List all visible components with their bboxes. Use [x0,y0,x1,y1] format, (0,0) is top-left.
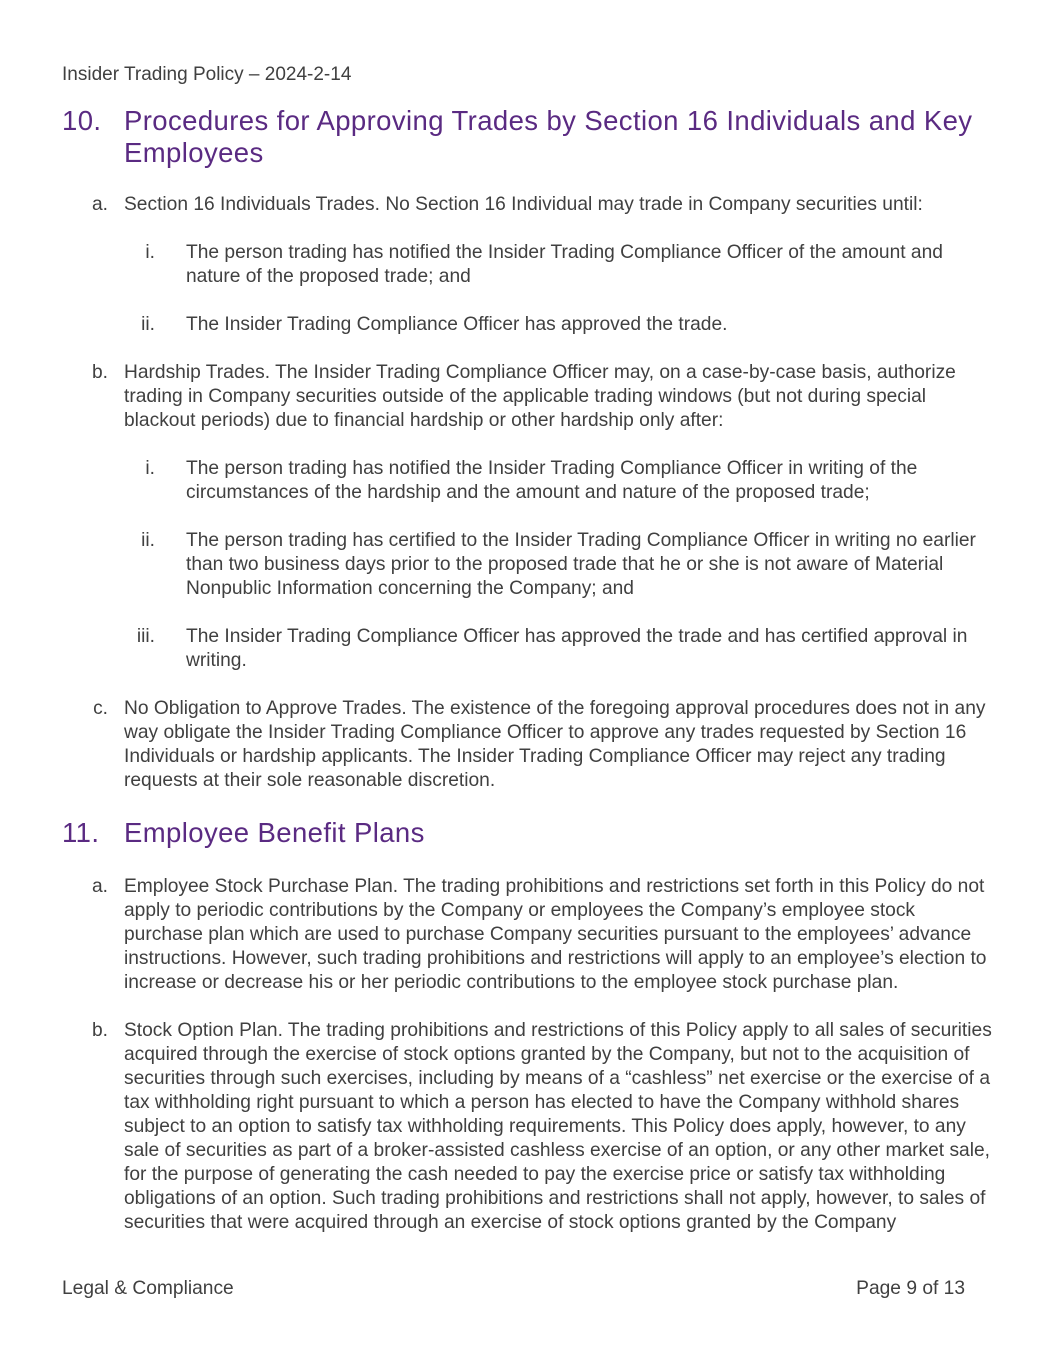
item-text: No Obligation to Approve Trades. The existence of the foregoing approval procedures does not in any way obligate the Insider Trading Compliance Officer to approve any trades requested by Section 16 Individuals or hardship applicants. The Insider Trading Compliance Officer may reject any trading requests at their sole reasonable discretion. [124,698,986,791]
section-11-item-a [62,875,997,995]
section-10-item-b [62,361,997,433]
subitem-text: The person trading has certified to the Insider Trading Compliance Officer in writing no earlier than two business days prior to the proposed trade that he or she is not aware of Material Nonpublic Information concerning the Company; and [186,530,976,599]
subitem-marker: i. [145,242,155,263]
subitem-text: The Insider Trading Compliance Officer has approved the trade. [186,314,728,335]
item-marker: b. [91,362,108,383]
page-header: Insider Trading Policy – 2024-2-14 [62,64,352,85]
subitem-text: The person trading has notified the Insider Trading Compliance Officer of the amount and nature of the proposed trade; and [186,242,943,287]
item-marker: c. [93,698,108,719]
item-text: Stock Option Plan. The trading prohibitions and restrictions of this Policy apply to all sales of securities acquired through the exercise of stock options granted by the Company, but not to the acquisition of securities through such exercises, including by means of a “cashless” net exercise or the exercise of a tax withholding right pursuant to which a person has elected to have the Company withhold shares subject to an option to satisfy tax withholding requirements. This Policy does apply, however, to any sale of securities as part of a broker-assisted cashless exercise of an option, or any other market sale, for the purpose of generating the cash needed to pay the exercise price or satisfy tax withholding obligations of an option. Such trading prohibitions and restrictions shall not apply, however, to sales of securities that were acquired through an exercise of stock options granted by the Company [124,1020,992,1233]
section-10-item-b-sub-ii [62,529,997,601]
section-10-item-b-sub-i [62,457,997,505]
section-10-item-a-sub-i [62,241,997,289]
section-11-heading [62,817,997,849]
section-10-item-a-sub-ii [62,313,997,337]
document-body [62,105,997,1235]
item-marker: a. [91,194,108,215]
subitem-marker: ii. [141,314,155,335]
section-10-heading [62,105,997,169]
item-marker: a. [91,876,108,897]
section-11-title: Employee Benefit Plans [124,817,425,848]
section-10-item-a [62,193,997,217]
section-10-number: 10. [62,105,102,136]
subitem-marker: iii. [136,626,155,647]
section-10-item-c [62,697,997,793]
footer-page-number: Page 9 of 13 [856,1278,965,1299]
section-10-title: Procedures for Approving Trades by Section 16 Individuals and Key Employees [124,105,973,168]
section-11-item-b [62,1019,997,1235]
subitem-text: The Insider Trading Compliance Officer has approved the trade and has certified approval in writing. [186,626,968,671]
subitem-text: The person trading has notified the Insider Trading Compliance Officer in writing of the circumstances of the hardship and the amount and nature of the proposed trade; [186,458,918,503]
subitem-marker: ii. [141,530,155,551]
section-11-number: 11. [62,817,100,848]
section-10-item-b-sub-iii [62,625,997,673]
item-text: Hardship Trades. The Insider Trading Compliance Officer may, on a case-by-case basis, authorize trading in Company securities outside of the applicable trading windows (but not during special blackout periods) due to financial hardship or other hardship only after: [124,362,956,431]
item-marker: b. [91,1020,108,1041]
footer-department: Legal & Compliance [62,1278,234,1299]
subitem-marker: i. [145,458,155,479]
item-text: Section 16 Individuals Trades. No Section 16 Individual may trade in Company securities until: [124,194,923,215]
item-text: Employee Stock Purchase Plan. The trading prohibitions and restrictions set forth in this Policy do not apply to periodic contributions by the Company or employees the Company’s employee stock purchase plan which are used to purchase Company securities pursuant to the employees’ advance instructions. However, such trading prohibitions and restrictions will apply to an employee’s election to increase or decrease his or her periodic contributions to the employee stock purchase plan. [124,876,987,993]
